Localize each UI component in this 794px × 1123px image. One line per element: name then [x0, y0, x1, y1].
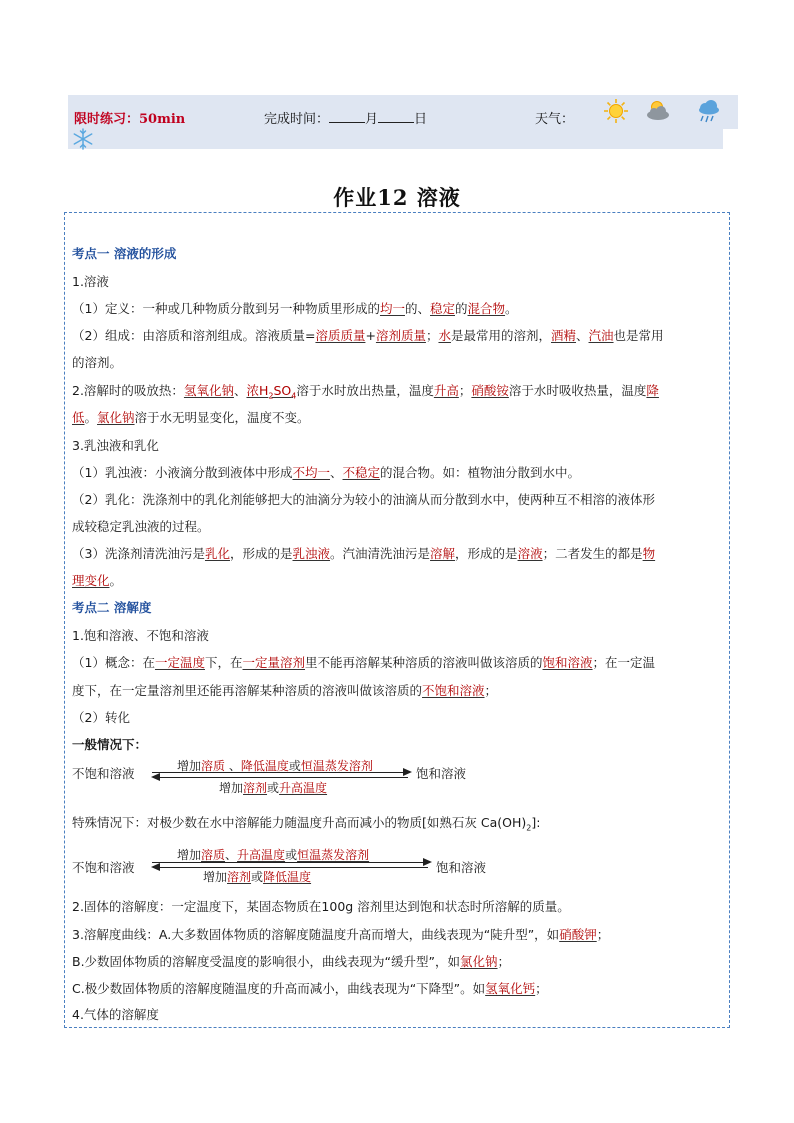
day-blank: [378, 110, 414, 123]
reverse-condition-2: [203, 868, 311, 885]
text: ；: [596, 927, 610, 942]
forward-arrowhead: [403, 768, 412, 776]
sunny-icon: [603, 98, 629, 124]
text: 、: [233, 383, 247, 398]
completion-time: [264, 108, 427, 127]
text: （1）乳浊液：小液滴分散到液体中形成: [72, 465, 293, 480]
emulsion-line-3b: [72, 573, 122, 589]
answer: 硝酸钾: [559, 927, 597, 942]
text: 2.溶解时的吸放热：: [72, 383, 184, 398]
answer: 硝酸铵: [471, 383, 509, 398]
text: 或: [285, 848, 298, 862]
answer: 汽油: [588, 328, 614, 343]
emulsion-line-2: （2）乳化：洗涤剂中的乳化剂能够把大的油滴分为较小的油滴从而分散到水中，使两种互不相溶的液体形: [72, 492, 655, 507]
text: SO: [273, 383, 292, 398]
concept-line: [72, 655, 655, 671]
unsaturated-label-2: 不饱和溶液: [72, 860, 135, 875]
dissolution-heat-line: [72, 383, 659, 405]
text: 3.溶解度曲线：A.大多数固体物质的溶解度随温度升高而增大，曲线表现为“陡升型”，如: [72, 927, 560, 942]
text: 溶于水时放出热量，温度: [296, 383, 434, 398]
answer: 溶剂质量: [375, 328, 426, 343]
answer: 降低温度: [263, 870, 312, 884]
text: （2）组成：由溶质和溶剂组成。溶液质量=: [72, 328, 316, 343]
reverse-arrowhead: [151, 773, 160, 781]
answer: 溶液: [517, 546, 543, 561]
month-blank: [329, 110, 365, 123]
text: ；在一定温: [592, 655, 656, 670]
text: 的、: [404, 301, 430, 316]
text: ；: [497, 954, 511, 969]
text: 。汽油清洗油污是: [330, 546, 431, 561]
text: 的: [455, 301, 468, 316]
text: 增加: [203, 870, 228, 884]
answer: 溶解: [430, 546, 456, 561]
curve-type-a: [72, 927, 609, 943]
answer: 升高温度: [279, 781, 328, 795]
answer: 恒温蒸发溶剂: [300, 759, 373, 773]
answer: 溶质: [201, 759, 226, 773]
text: 。: [505, 301, 518, 316]
answer: 不均一: [292, 465, 330, 480]
text: ]:: [531, 815, 541, 830]
answer: 不稳定: [342, 465, 381, 480]
concept-line-2: [72, 683, 497, 699]
text: 或: [288, 759, 301, 773]
forward-arrow-line-2: [152, 862, 424, 863]
day-label: 日: [414, 112, 428, 127]
text: +: [365, 328, 376, 343]
text: B.少数固体物质的溶解度受温度的影响很小，曲线表现为“缓升型”，如: [72, 954, 461, 969]
answer: 氯化钠: [97, 410, 135, 425]
text: ；: [425, 328, 439, 343]
text: ；: [535, 981, 548, 996]
weather-label: 天气：: [535, 112, 575, 127]
composition-line-2: 的溶剂。: [72, 355, 123, 370]
forward-arrow-line: [152, 772, 404, 773]
subscript: 4: [291, 391, 297, 401]
answer: 不饱和溶液: [422, 683, 485, 698]
text: 或: [267, 781, 280, 795]
text: 溶于水时吸收热量，温度: [508, 383, 647, 398]
text: C.极少数固体物质的溶解度随温度的升高而减小，曲线表现为“下降型”。如: [72, 981, 486, 996]
heading-saturated: 1.饱和溶液、不饱和溶液: [72, 628, 209, 643]
solubility-definition: 2.固体的溶解度：一定温度下，某固态物质在100g 溶剂里达到饱和状态时所溶解的质量。: [72, 899, 570, 914]
time-limit-label: 限时练习：50min: [74, 112, 186, 127]
dissolution-heat-line-2: [72, 410, 310, 426]
rain-icon: [696, 98, 722, 124]
text: （1）定义：一种或几种物质分散到另一种物质里形成的: [72, 301, 380, 316]
text: 也是常用: [613, 328, 664, 343]
text: 是最常用的溶剂，: [450, 328, 551, 343]
text: 度下，在一定量溶剂里还能再溶解某种溶质的溶液叫做该溶质的: [72, 683, 423, 698]
text: 特殊情况下：对极少数在水中溶解能力随温度升高而减小的物质[如熟石灰 Ca(OH): [72, 815, 527, 830]
page-title: 作业12 溶液: [333, 185, 461, 210]
answer: 饱和溶液: [542, 655, 593, 670]
conversion-heading: （2）转化: [72, 710, 130, 725]
answer: 升高温度: [237, 848, 286, 862]
text: 、: [225, 848, 238, 862]
text: 溶于水无明显变化，温度不变。: [134, 410, 310, 425]
answer: 降低温度: [240, 759, 289, 773]
curve-type-c: [72, 981, 548, 997]
emulsion-line-1: [72, 465, 580, 481]
answer: 恒温蒸发溶剂: [297, 848, 370, 862]
answer: 一定量溶剂: [242, 655, 306, 670]
answer: 酒精: [551, 328, 577, 343]
answer: 乳浊液: [292, 546, 331, 561]
text: 浓H: [246, 383, 269, 398]
heading-solution: 1.溶液: [72, 274, 109, 289]
completion-time-label: 完成时间：: [264, 112, 330, 127]
answer: [246, 383, 297, 401]
forward-condition-2: [177, 846, 369, 863]
general-case-label: 一般情况下：: [72, 737, 148, 752]
answer: 升高: [433, 383, 459, 398]
heading-emulsion: 3.乳浊液和乳化: [72, 438, 159, 453]
header-banner-tail: [68, 129, 723, 149]
composition-line: [72, 328, 664, 344]
snowflake-icon: [72, 128, 94, 150]
answer: 均一: [379, 301, 405, 316]
answer: 溶剂: [243, 781, 268, 795]
reverse-arrowhead-2: [151, 863, 160, 871]
text: （1）概念：在: [72, 655, 155, 670]
text: 。: [109, 573, 123, 588]
answer: 氢氧化钠: [183, 383, 234, 398]
answer: 溶剂: [227, 870, 252, 884]
section-heading-2: 考点二 溶解度: [72, 600, 152, 615]
text: 增加: [219, 781, 244, 795]
text: 里不能再溶解某种溶质的溶液叫做该溶质的: [305, 655, 543, 670]
answer: 稳定: [430, 301, 456, 316]
text: 、: [225, 759, 241, 773]
reverse-condition: [219, 779, 327, 796]
month-label: 月: [365, 112, 379, 127]
text: 的混合物。如：植物油分散到水中。: [380, 465, 581, 480]
text: 或: [251, 870, 264, 884]
text: 、: [576, 328, 589, 343]
answer: 乳化: [204, 546, 230, 561]
answer: 氢氧化钙: [485, 981, 536, 996]
text: 增加: [177, 848, 202, 862]
unsaturated-label: 不饱和溶液: [72, 766, 135, 781]
text: 、: [329, 465, 343, 480]
answer: 物: [642, 546, 656, 561]
special-case-line: [72, 815, 540, 837]
text: ，形成的是: [229, 546, 293, 561]
text: ；二者发生的都是: [542, 546, 643, 561]
section-heading-1: 考点一 溶液的形成: [72, 246, 177, 261]
answer: 氯化钠: [460, 954, 498, 969]
answer: 降: [646, 383, 659, 398]
answer: 水: [438, 328, 451, 343]
subscript: 2: [268, 391, 274, 401]
answer: 溶质质量: [315, 328, 366, 343]
answer: 混合物: [467, 301, 506, 316]
definition-line: [72, 301, 518, 317]
text: ；: [458, 383, 472, 398]
saturated-label: 饱和溶液: [416, 766, 467, 781]
text: ；: [484, 683, 498, 698]
partly-cloudy-icon: [645, 98, 671, 124]
reverse-arrow-line: [160, 777, 408, 778]
gas-solubility-heading: 4.气体的溶解度: [72, 1007, 159, 1022]
saturated-label-2: 饱和溶液: [436, 860, 487, 875]
text: 增加: [177, 759, 202, 773]
forward-arrowhead-2: [423, 858, 432, 866]
answer: 溶质: [201, 848, 226, 862]
emulsion-line-3: [72, 546, 655, 562]
text: 。: [84, 410, 98, 425]
text: 下，在: [204, 655, 243, 670]
answer: 低: [72, 410, 85, 425]
text: ，形成的是: [455, 546, 518, 561]
curve-type-b: [72, 954, 510, 970]
text: （3）洗涤剂清洗油污是: [72, 546, 205, 561]
emulsion-line-2b: 成较稳定乳浊液的过程。: [72, 519, 210, 534]
answer: 理变化: [72, 573, 110, 588]
answer: 一定温度: [154, 655, 205, 670]
subscript: 2: [526, 823, 532, 833]
